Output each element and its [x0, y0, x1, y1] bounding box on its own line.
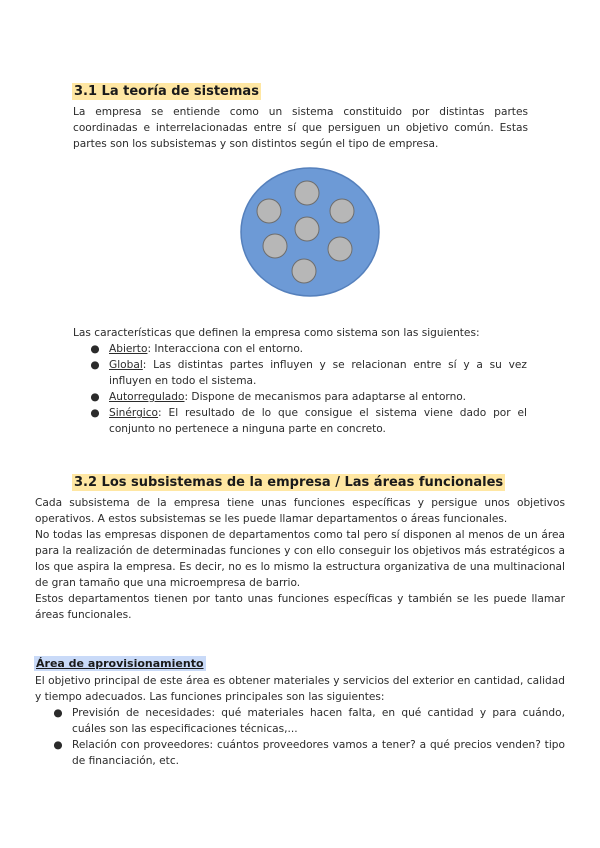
bullet-icon: ●	[90, 407, 100, 419]
aprovisionamiento-intro: El objetivo principal de este área es obtener materiales y servicios del exterior en cantidad, calidad y tiempo adecuados. Las funciones principales son las siguientes:	[35, 675, 565, 703]
subsystem-circle	[263, 234, 287, 258]
subsystem-circle	[292, 259, 316, 283]
characteristics-intro: Las características que definen la empresa como sistema son las siguientes:	[73, 327, 480, 339]
bullet-icon: ●	[53, 739, 63, 751]
bullet-icon: ●	[90, 391, 100, 403]
subsystem-circle	[295, 181, 319, 205]
list-item	[53, 737, 565, 769]
intro-line: La empresa se entiende como un sistema constituido por distintas partes	[73, 106, 528, 118]
subsystem-circle	[330, 199, 354, 223]
characteristic-desc: : El resultado de lo que consigue el sistema viene dado por el conjunto no pertenece a ninguna parte en concreto.	[109, 407, 527, 435]
characteristic-term: Abierto	[109, 343, 148, 355]
section-heading-3-1: 3.1 La teoría de sistemas	[74, 84, 259, 99]
list-item	[90, 357, 527, 389]
section-3-2-para1: Cada subsistema de la empresa tiene unas funciones específicas y persigue unos objetivos operativos. A estos subsistemas se les puede llamar departamentos o áreas funcionales.	[35, 497, 565, 525]
section-heading-3-2: 3.2 Los subsistemas de la empresa / Las áreas funcionales	[74, 475, 504, 490]
list-item	[53, 705, 565, 737]
characteristics-list	[90, 341, 527, 437]
function-item: Previsión de necesidades: qué materiales hacen falta, en qué cantidad y para cuándo, cuáles son las especificaciones técnicas,...	[72, 707, 565, 735]
characteristic-term: Autorregulado	[109, 391, 185, 403]
subsystem-circle	[328, 237, 352, 261]
intro-line: coordinadas e interrelacionadas entre sí que persiguen un objetivo común. Estas	[73, 122, 528, 134]
bullet-icon: ●	[53, 707, 63, 719]
list-item	[90, 405, 527, 437]
characteristic-desc: : Interacciona con el entorno.	[147, 343, 304, 355]
bullet-icon: ●	[90, 359, 100, 371]
section-3-2-para3: Estos departamentos tienen por tanto unas funciones específicas y también se les puede llamar áreas funcionales.	[35, 593, 565, 621]
section-3-2-para2: No todas las empresas disponen de departamentos como tal pero sí disponen al menos de un área para la realización de determinadas funciones y con ello conseguir los objetivos más estratégicos a los que aspira la empresa. Es decir, no es lo mismo la estructura organizativa de una multinacional de gran tamaño que una microempresa de barrio.	[35, 529, 565, 589]
aprovisionamiento-list	[53, 705, 565, 769]
system-diagram	[238, 165, 382, 301]
list-item	[90, 389, 527, 405]
characteristic-desc: : Dispone de mecanismos para adaptarse al entorno.	[184, 391, 466, 403]
section-3-1-intro	[73, 104, 528, 152]
intro-line: partes son los subsistemas y son distintos según el tipo de empresa.	[73, 138, 439, 150]
function-item: Relación con proveedores: cuántos proveedores vamos a tener? a qué precios venden? tipo de financiación, etc.	[72, 739, 565, 767]
list-item	[90, 341, 527, 357]
subsystem-circle	[257, 199, 281, 223]
characteristic-desc: : Las distintas partes influyen y se relacionan entre sí y a su vez influyen en todo el sistema.	[109, 359, 527, 387]
characteristic-term: Sinérgico	[109, 407, 159, 419]
bullet-icon: ●	[90, 343, 100, 355]
subsection-heading-aprovisionamiento: Área de aprovisionamiento	[36, 657, 204, 670]
subsystem-circle	[295, 217, 319, 241]
characteristic-term: Global	[109, 359, 143, 371]
